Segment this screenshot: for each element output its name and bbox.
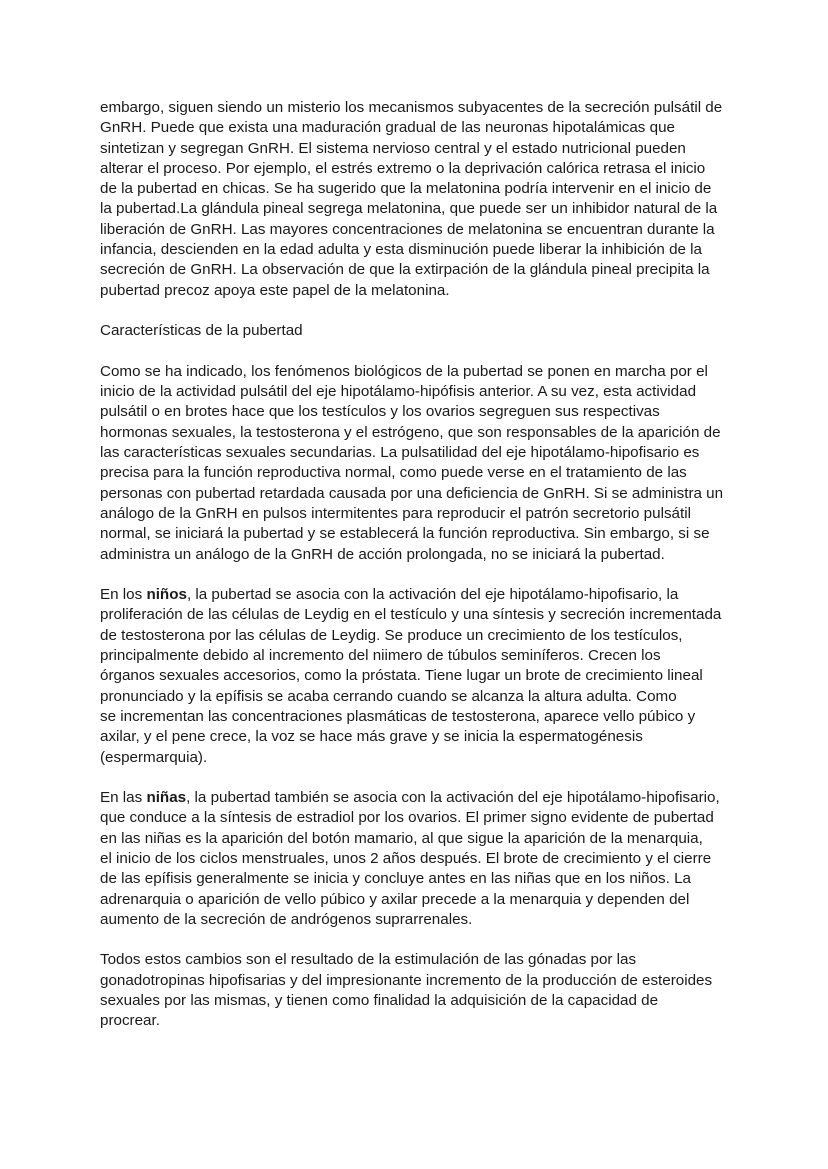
text-line: hormonas sexuales, la testosterona y el estrógeno, que son responsables de la aparición de — [100, 423, 721, 441]
text-line: proliferación de las células de Leydig en el testículo y una síntesis y secreción incrementada — [100, 606, 722, 624]
text-line: de las epífisis generalmente se inicia y concluye antes en las niñas que en los niños. La — [100, 870, 691, 888]
text-line: Todos estos cambios son el resultado de la estimulación de las gónadas por las — [100, 951, 637, 969]
bold-term-ninas: niñas — [146, 789, 187, 807]
text-line: infancia, descienden en la edad adulta y esta disminución puede liberar la inhibición de la — [100, 241, 702, 259]
general-paragraph — [100, 362, 732, 565]
text-line: inicio de la actividad pulsátil del eje hipotálamo-hipófisis anterior. A su vez, esta actividad — [100, 383, 697, 401]
text-line: Como se ha indicado, los fenómenos biológicos de la pubertad se ponen en marcha por el — [100, 362, 708, 380]
text-line: normal, se iniciará la pubertad y se establecerá la función reproductiva. Sin embargo, si se — [100, 525, 710, 543]
text-line: la pubertad.La glándula pineal segrega melatonina, que puede ser un inhibidor natural de la — [100, 200, 718, 218]
text-line: que conduce a la síntesis de estradiol por los ovarios. El primer signo evidente de pubertad — [100, 809, 714, 827]
text-line: sexuales por las mismas, y tienen como finalidad la adquisición de la capacidad de — [100, 992, 659, 1010]
text-line: pulsátil o en brotes hace que los testículos y los ovarios segreguen sus respectivas — [100, 403, 660, 421]
text-line: axilar, y el pene crece, la voz se hace más grave y se inicia la espermatogénesis — [100, 728, 643, 746]
document-page — [100, 98, 732, 1052]
text-fragment: En las — [100, 789, 147, 807]
text-line: análogo de la GnRH en pulsos intermitentes para reproducir el patrón secretorio pulsátil — [100, 504, 691, 522]
text-fragment: , la pubertad también se asocia con la activación del eje hipotálamo-hipofisario, — [186, 789, 720, 807]
text-line: administra un análogo de la GnRH de acción prolongada, no se iniciará la pubertad. — [100, 545, 665, 563]
text-line: aumento de la secreción de andrógenos suprarrenales. — [100, 910, 473, 928]
text-line: liberación de GnRH. Las mayores concentraciones de melatonina se encuentran durante la — [100, 220, 715, 238]
text-line: GnRH. Puede que exista una maduración gradual de las neuronas hipotalámicas que — [100, 119, 675, 137]
text-line: principalmente debido al incremento del niimero de túbulos seminíferos. Crecen los — [100, 647, 661, 665]
text-line: adrenarquia o aparición de vello púbico y axilar precede a la menarquia y dependen del — [100, 890, 690, 908]
text-line: pronunciado y la epífisis se acaba cerrando cuando se alcanza la altura adulta. Como — [100, 687, 677, 705]
text-fragment: , la pubertad se asocia con la activación del eje hipotálamo-hipofisario, la — [186, 586, 679, 604]
text-line: pubertad precoz apoya este papel de la melatonina. — [100, 281, 450, 299]
text-line: alterar el proceso. Por ejemplo, el estrés extremo o la deprivación calórica retrasa el inicio — [100, 159, 706, 177]
section-heading-text: Características de la pubertad — [100, 322, 303, 340]
text-line: embargo, siguen siendo un misterio los mecanismos subyacentes de la secreción pulsátil de — [100, 99, 723, 116]
text-fragment: En los — [100, 586, 147, 604]
text-line: de la pubertad en chicas. Se ha sugerido que la melatonina podría intervenir en el inicio de — [100, 180, 712, 198]
text-line: (espermarquia). — [100, 748, 208, 766]
section-heading — [100, 321, 732, 341]
text-line: procrear. — [100, 1012, 160, 1030]
ninas-paragraph — [100, 788, 732, 930]
text-line: gonadotropinas hipofisarias y del impresionante incremento de la producción de esteroides — [100, 971, 713, 989]
text-line: en las niñas es la aparición del botón mamario, al que sigue la aparición de la menarquia, — [100, 829, 703, 847]
conclusion-paragraph — [100, 950, 732, 1031]
text-line: órganos sexuales accesorios, como la próstata. Tiene lugar un brote de crecimiento lineal — [100, 667, 703, 685]
text-line: secreción de GnRH. La observación de que la extirpación de la glándula pineal precipita la — [100, 261, 710, 279]
bold-term-ninos: niños — [146, 586, 187, 604]
intro-paragraph — [100, 98, 732, 301]
text-line — [100, 788, 732, 808]
text-line: personas con pubertad retardada causada por una deficiencia de GnRH. Si se administra un — [100, 484, 724, 502]
ninos-paragraph — [100, 585, 732, 768]
text-line: de testosterona por las células de Leydig. Se produce un crecimiento de los testículos, — [100, 626, 683, 644]
text-line: las características sexuales secundarias. La pulsatilidad del eje hipotálamo-hipofisario es — [100, 444, 700, 462]
text-line: el inicio de los ciclos menstruales, unos 2 años después. El brote de crecimiento y el cierre — [100, 849, 712, 867]
text-line: precisa para la función reproductiva normal, como puede verse en el tratamiento de las — [100, 464, 687, 482]
text-line: sintetizan y segregan GnRH. El sistema nervioso central y el estado nutricional pueden — [100, 139, 686, 157]
text-line — [100, 585, 732, 605]
text-line: se incrementan las concentraciones plasmáticas de testosterona, aparece vello púbico y — [100, 707, 696, 725]
